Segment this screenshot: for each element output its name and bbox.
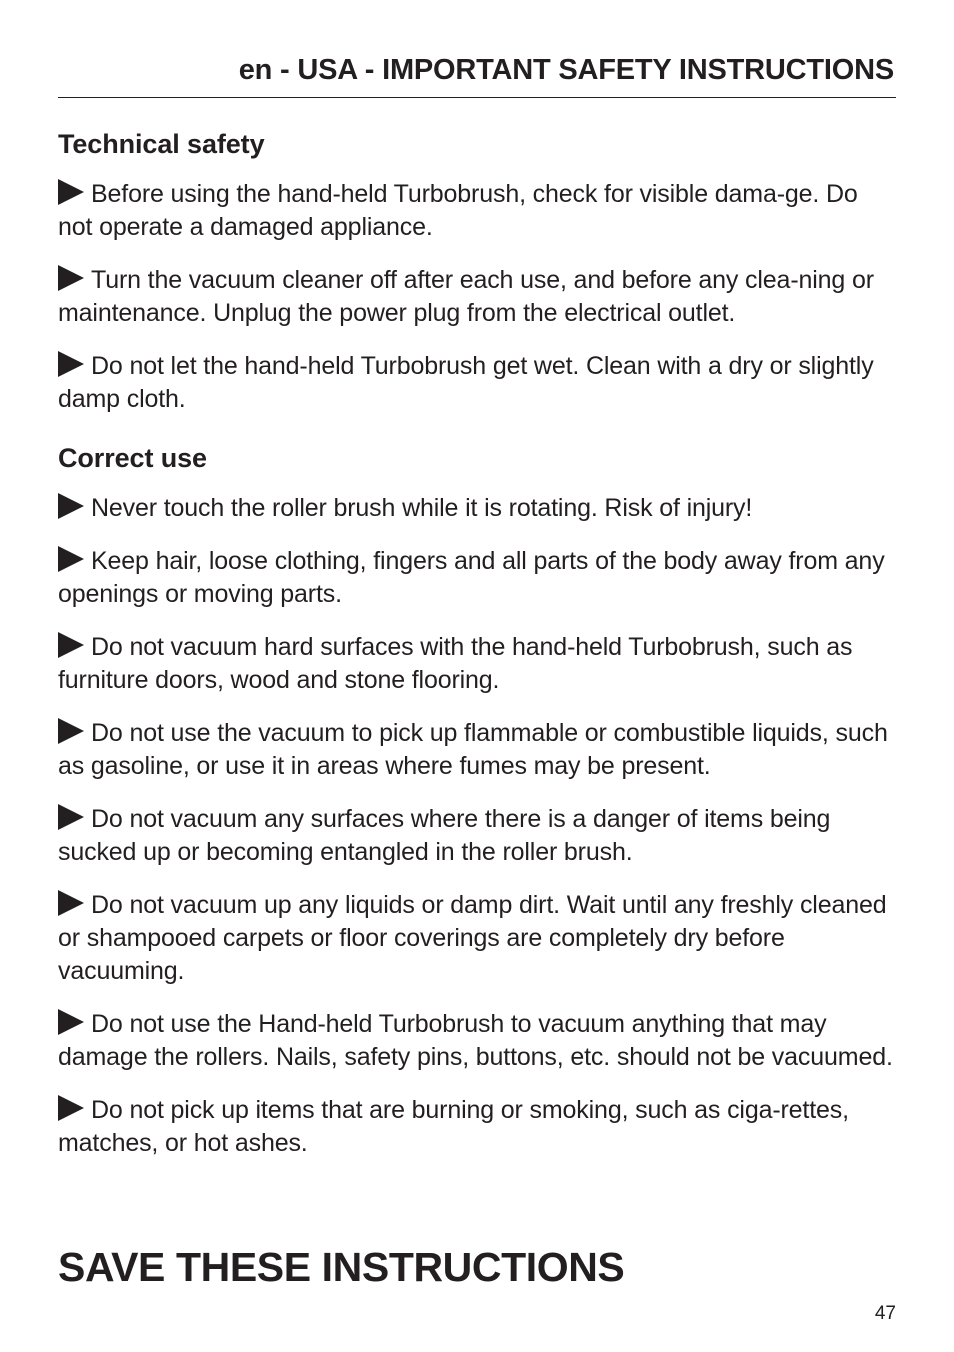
- list-item: [58, 545, 896, 611]
- closing-title: SAVE THESE INSTRUCTIONS: [58, 1244, 625, 1290]
- list-item: [58, 803, 896, 869]
- list-item: [58, 889, 896, 988]
- document-page: [58, 0, 896, 1352]
- section-title: Technical safety: [58, 129, 265, 159]
- list-item: [58, 1094, 896, 1160]
- triangle-bullet-icon: [58, 718, 84, 744]
- page-number: 47: [874, 1303, 896, 1324]
- triangle-bullet-icon: [58, 1009, 84, 1035]
- triangle-bullet-icon: [58, 804, 84, 830]
- list-item: [58, 178, 896, 244]
- item-text: Do not vacuum up any liquids or damp dirt. Wait until any freshly cleaned or shampooed carpets or floor coverings are completely dry before vacuuming.: [58, 891, 887, 985]
- triangle-bullet-icon: [58, 546, 84, 572]
- item-text: Do not vacuum hard surfaces with the hand-held Turbobrush, such as furniture doors, wood and stone flooring.: [58, 633, 853, 694]
- content: [58, 124, 896, 1180]
- triangle-bullet-icon: [58, 1095, 84, 1121]
- list-item: [58, 492, 896, 525]
- triangle-bullet-icon: [58, 351, 84, 377]
- list-item: [58, 717, 896, 783]
- item-text: Never touch the roller brush while it is rotating. Risk of injury!: [91, 494, 753, 522]
- item-text: Do not vacuum any surfaces where there is a danger of items being sucked up or becoming entangled in the roller brush.: [58, 805, 831, 866]
- section-technical-safety: [58, 124, 896, 416]
- triangle-bullet-icon: [58, 890, 84, 916]
- triangle-bullet-icon: [58, 265, 84, 291]
- section-correct-use: [58, 438, 896, 1160]
- list-item: [58, 631, 896, 697]
- triangle-bullet-icon: [58, 632, 84, 658]
- header-divider: [58, 97, 896, 98]
- list-item: [58, 1008, 896, 1074]
- running-header: en - USA - IMPORTANT SAFETY INSTRUCTIONS: [238, 54, 894, 86]
- list-item: [58, 350, 896, 416]
- section-title: Correct use: [58, 443, 207, 473]
- item-text: Do not use the vacuum to pick up flammable or combustible liquids, such as gasoline, or use it in areas where fumes may be present.: [58, 719, 888, 780]
- item-text: Turn the vacuum cleaner off after each use, and before any clea-ning or maintenance. Unplug the power plug from the electrical outlet.: [58, 266, 874, 327]
- item-text: Keep hair, loose clothing, fingers and all parts of the body away from any openings or moving parts.: [58, 547, 885, 608]
- list-item: [58, 264, 896, 330]
- triangle-bullet-icon: [58, 179, 84, 205]
- item-text: Do not use the Hand-held Turbobrush to vacuum anything that may damage the rollers. Nails, safety pins, buttons, etc. should not be vacuumed.: [58, 1010, 893, 1071]
- item-text: Do not let the hand-held Turbobrush get wet. Clean with a dry or slightly damp cloth.: [58, 352, 874, 413]
- item-text: Before using the hand-held Turbobrush, check for visible dama-ge. Do not operate a damaged appliance.: [58, 180, 858, 241]
- triangle-bullet-icon: [58, 493, 84, 519]
- item-text: Do not pick up items that are burning or smoking, such as ciga-rettes, matches, or hot ashes.: [58, 1096, 849, 1157]
